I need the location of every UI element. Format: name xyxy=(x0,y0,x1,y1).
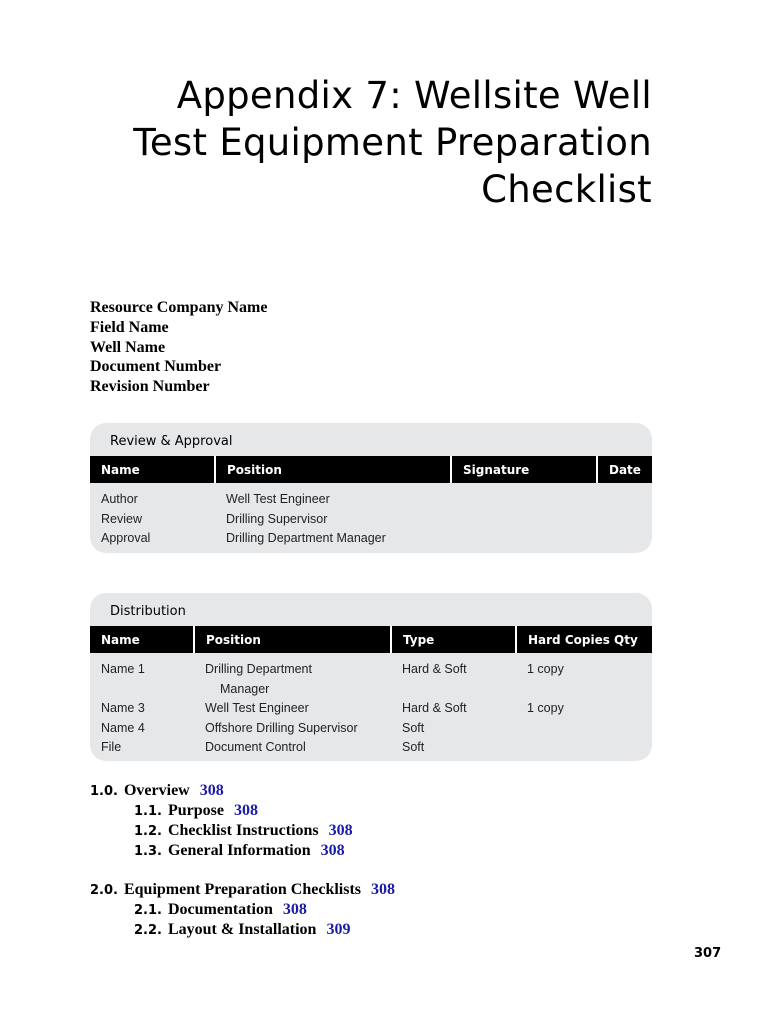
toc-label: Layout & Installation xyxy=(167,921,317,938)
toc-entry[interactable] xyxy=(90,920,395,940)
meta-field: Well Name xyxy=(90,338,166,356)
title-line: Test Equipment Preparation xyxy=(133,121,652,164)
table-row xyxy=(90,699,652,719)
table-row xyxy=(90,653,652,699)
meta-field: Revision Number xyxy=(90,378,210,396)
meta-field: Field Name xyxy=(90,318,169,336)
table-cell xyxy=(597,529,652,549)
toc-number: 2.1. xyxy=(134,903,162,918)
table-cell xyxy=(516,719,652,739)
toc-entry[interactable] xyxy=(90,841,395,861)
table-cell: Well Test Engineer xyxy=(205,701,309,715)
column-header: Date xyxy=(597,456,652,483)
toc-page-link[interactable]: 308 xyxy=(320,842,345,859)
review-approval-table xyxy=(90,456,652,549)
table-cell xyxy=(597,483,652,510)
table-cell xyxy=(451,510,597,530)
toc-label: General Information xyxy=(167,842,311,859)
toc-number: 1.3. xyxy=(134,844,162,859)
review-approval-panel xyxy=(90,423,652,553)
toc-number: 1.1. xyxy=(134,804,162,819)
table-cell: 1 copy xyxy=(527,662,564,676)
cell-line-continued: Manager xyxy=(220,681,270,696)
column-header: Name xyxy=(90,456,215,483)
toc-number: 1.0. xyxy=(90,784,118,799)
panel-title: Review & Approval xyxy=(110,434,233,449)
table-row xyxy=(90,738,652,758)
column-header: Hard Copies Qty xyxy=(516,626,652,653)
toc-page-link[interactable]: 309 xyxy=(326,921,351,938)
toc-page-link[interactable]: 308 xyxy=(328,822,353,839)
toc-entry[interactable] xyxy=(90,781,395,801)
toc-label: Equipment Preparation Checklists xyxy=(123,881,362,898)
toc-entry[interactable] xyxy=(90,900,395,920)
distribution-panel xyxy=(90,593,652,761)
toc-label: Documentation xyxy=(167,901,273,918)
page-title xyxy=(90,72,652,213)
toc-label: Overview xyxy=(123,782,190,799)
table-cell: Review xyxy=(101,511,142,526)
table-cell: Author xyxy=(101,492,138,506)
toc-number: 2.0. xyxy=(90,883,118,898)
toc-entry[interactable] xyxy=(90,821,395,841)
title-line: Appendix 7: Wellsite Well xyxy=(176,74,652,117)
toc-entry[interactable] xyxy=(90,880,395,900)
table-cell xyxy=(451,529,597,549)
table-cell xyxy=(451,483,597,510)
table-row xyxy=(90,719,652,739)
table-header-row xyxy=(90,456,652,483)
toc-number: 1.2. xyxy=(134,824,162,839)
column-header: Name xyxy=(90,626,194,653)
table-cell: Drilling Department Manager xyxy=(226,531,386,545)
table-cell: Hard & Soft xyxy=(402,701,467,715)
toc-label: Checklist Instructions xyxy=(167,822,319,839)
table-cell: Name 3 xyxy=(101,701,145,715)
title-line: Checklist xyxy=(481,168,652,211)
table-row xyxy=(90,529,652,549)
table-header-row xyxy=(90,626,652,653)
meta-field: Resource Company Name xyxy=(90,299,268,316)
table-row xyxy=(90,510,652,530)
distribution-table xyxy=(90,626,652,758)
table-cell xyxy=(597,510,652,530)
table-row xyxy=(90,483,652,510)
table-cell: File xyxy=(101,740,122,754)
table-cell: Approval xyxy=(101,531,151,545)
toc-page-link[interactable]: 308 xyxy=(233,802,258,819)
table-cell xyxy=(194,653,391,699)
page-number: 307 xyxy=(694,946,722,961)
toc-page-link[interactable]: 308 xyxy=(371,881,396,898)
table-cell: Hard & Soft xyxy=(402,662,467,676)
table-cell: 1 copy xyxy=(527,701,564,715)
table-cell: Name 1 xyxy=(101,662,145,676)
toc-number: 2.2. xyxy=(134,923,162,938)
column-header: Type xyxy=(391,626,516,653)
panel-title: Distribution xyxy=(110,604,186,619)
table-cell: Soft xyxy=(402,740,425,754)
cell-line: Drilling Department xyxy=(205,662,312,676)
toc-page-link[interactable]: 308 xyxy=(199,782,224,799)
table-cell: Document Control xyxy=(205,740,306,754)
toc-page-link[interactable]: 308 xyxy=(282,901,307,918)
column-header: Position xyxy=(194,626,391,653)
table-cell: Offshore Drilling Supervisor xyxy=(205,720,358,735)
table-cell xyxy=(516,738,652,758)
table-cell: Name 4 xyxy=(101,720,145,735)
table-of-contents xyxy=(90,781,395,940)
toc-entry[interactable] xyxy=(90,801,395,821)
meta-field: Document Number xyxy=(90,358,222,376)
column-header: Position xyxy=(215,456,451,483)
table-cell: Well Test Engineer xyxy=(226,492,330,506)
table-cell: Drilling Supervisor xyxy=(226,511,328,526)
column-header: Signature xyxy=(451,456,597,483)
toc-label: Purpose xyxy=(167,802,224,819)
document-meta-fields xyxy=(90,298,267,397)
table-cell: Soft xyxy=(402,720,425,735)
